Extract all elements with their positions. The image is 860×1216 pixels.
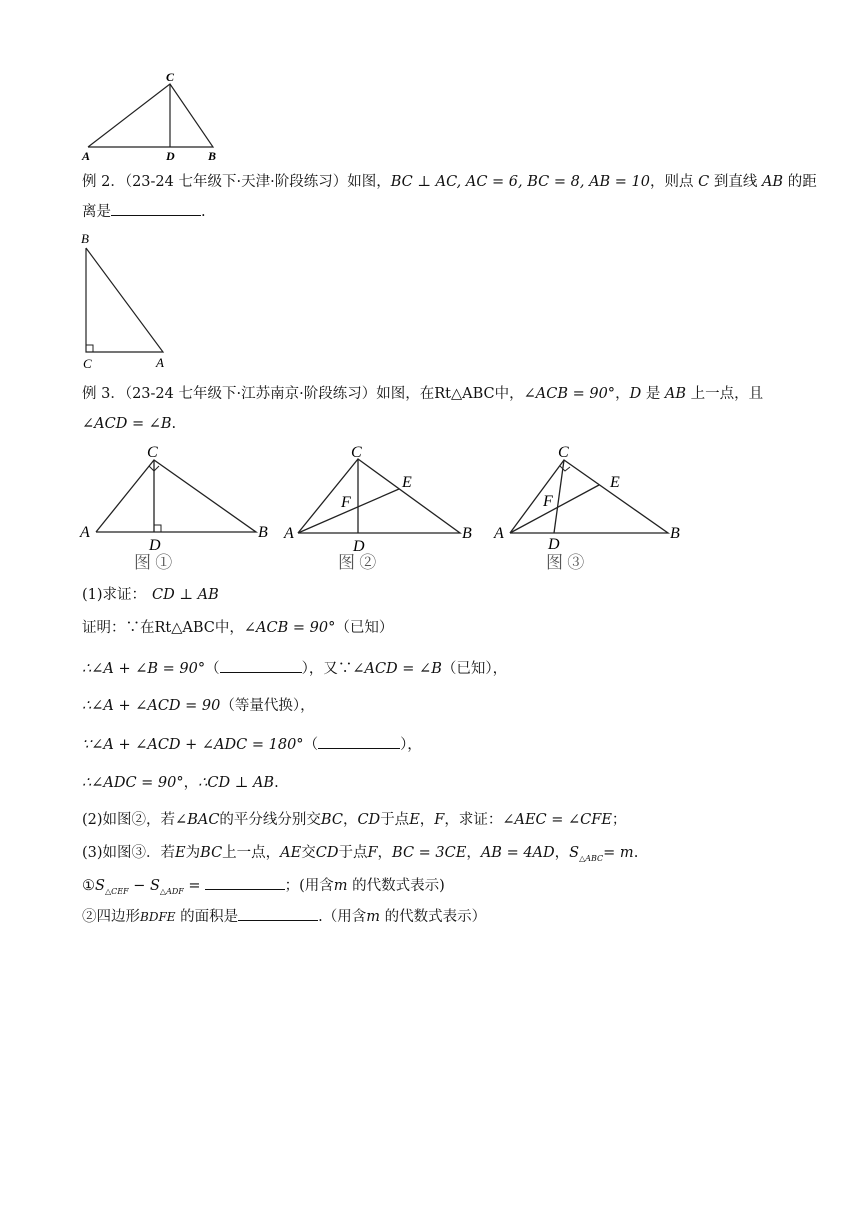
question-3-part-2: ②四边形BDFE 的面积是 .（用含m 的代数式表示）	[82, 906, 486, 927]
right-triangle-figure	[78, 228, 178, 370]
proof-line-2: ∴∠A + ∠B = 90°（ ），又∵∠ACD = ∠B（已知），	[82, 658, 507, 679]
svg-text:A: A	[80, 524, 90, 541]
label-D: D	[166, 149, 175, 163]
question-2: (2)如图②，若∠BAC的平分线分别交BC，CD于点E，F，求证：∠AEC = ∠CFE；	[82, 812, 627, 828]
figure-3-caption: 图 ③	[546, 553, 585, 572]
label-C: C	[166, 70, 175, 84]
example-3-line-1: 例 3．（23-24 七年级下·江苏南京·阶段练习）如图，在Rt△ABC中，∠ACB = 90°，D 是 AB 上一点，且	[82, 386, 764, 402]
answer-blank[interactable]	[111, 201, 201, 216]
svg-text:D: D	[149, 537, 161, 554]
top-triangle-figure	[78, 68, 228, 166]
svg-text:B: B	[258, 524, 268, 541]
label-C: C	[83, 356, 92, 370]
svg-text:A: A	[494, 525, 504, 542]
answer-blank-3-2[interactable]	[238, 906, 318, 921]
svg-text:F: F	[543, 493, 553, 510]
example-2-line-1: 例 2．（23-24 七年级下·天津·阶段练习）如图，BC ⊥ AC, AC = 6, BC = 8, AB = 10，则点 C 到直线 AB 的距	[82, 174, 817, 190]
figure-1-caption: 图 ①	[134, 553, 173, 572]
svg-text:C: C	[351, 444, 362, 461]
example-3-line-2: ∠ACD = ∠B.	[82, 416, 177, 432]
svg-text:D: D	[353, 538, 365, 555]
question-3-part-1: $①S_{\triangle CEF} - S_{\triangle ADF}$ = ；(用含m 的代数式表示)	[82, 875, 445, 902]
svg-text:F: F	[341, 494, 351, 511]
proof-line-1: 证明：∵在Rt△ABC中，∠ACB = 90°（已知）	[82, 620, 394, 636]
figure-3	[490, 440, 690, 575]
svg-text:C: C	[558, 444, 569, 461]
svg-text:E: E	[402, 474, 412, 491]
label-B: B	[81, 231, 89, 246]
proof-line-3: ∴∠A + ∠ACD = 90（等量代换），	[82, 698, 315, 714]
svg-text:B: B	[670, 525, 680, 542]
label-A: A	[82, 149, 91, 163]
label-A: A	[156, 355, 164, 370]
reason-blank-1[interactable]	[220, 658, 302, 673]
figure-1	[78, 440, 278, 575]
question-3: (3)如图③．若E为BC上一点，AE交CD于点F，BC = 3CE，AB = 4AD，$S_{\triangle ABC}= m$.	[82, 845, 639, 863]
question-1: (1)求证： CD ⊥ AB	[82, 587, 219, 603]
example-2-line-2: 离是 .	[82, 201, 206, 222]
svg-text:C: C	[147, 444, 158, 461]
figure-2-caption: 图 ②	[338, 553, 377, 572]
svg-text:E: E	[610, 474, 620, 491]
svg-text:D: D	[548, 536, 560, 553]
reason-blank-2[interactable]	[318, 734, 400, 749]
answer-blank-3-1[interactable]	[205, 875, 285, 890]
proof-line-4: ∵∠A + ∠ACD + ∠ADC = 180°（ ），	[82, 734, 422, 755]
proof-line-5: ∴∠ADC = 90°，∴CD ⊥ AB.	[82, 775, 279, 791]
svg-text:B: B	[462, 525, 472, 542]
figure-2	[282, 440, 482, 575]
label-B: B	[208, 149, 217, 163]
svg-text:A: A	[284, 525, 294, 542]
